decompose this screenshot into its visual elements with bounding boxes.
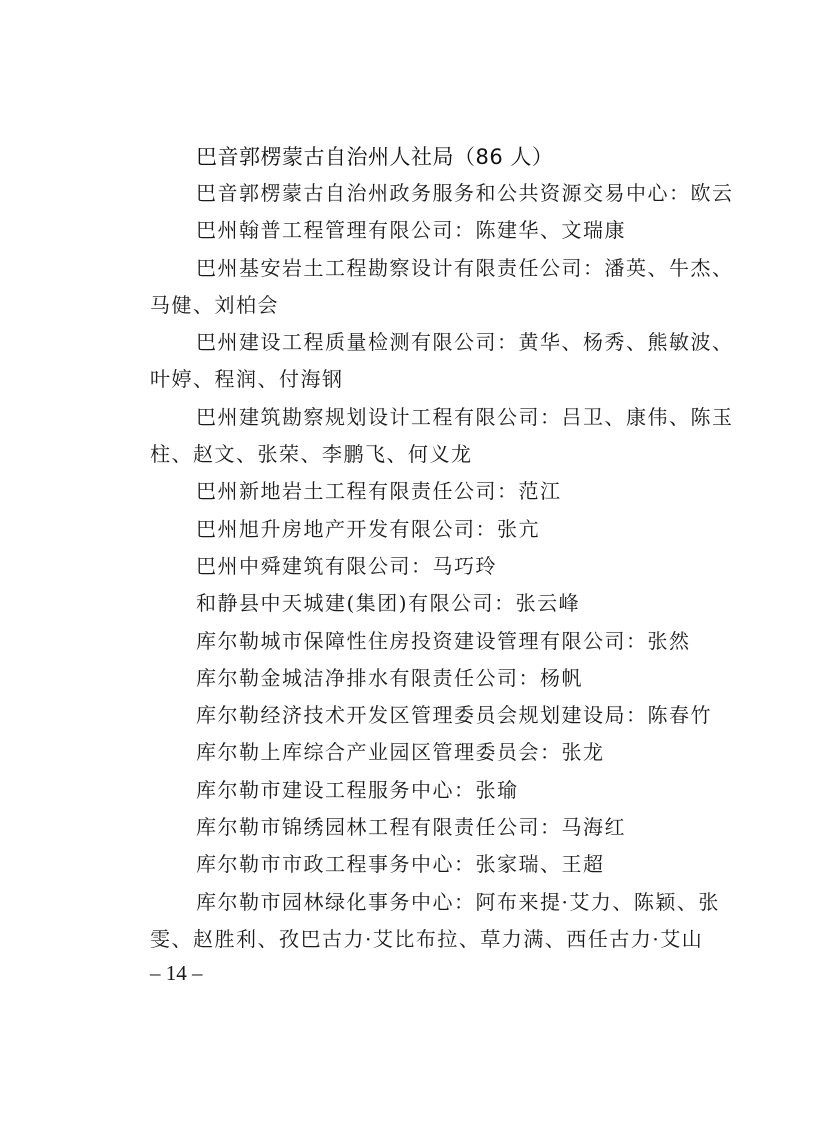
list-item: 和静县中天城建(集团)有限公司：张云峰 — [196, 591, 581, 616]
list-item: 库尔勒上库综合产业园区管理委员会：张龙 — [196, 740, 605, 765]
list-item: 库尔勒市园林绿化事务中心：阿布来提·艾力、陈颖、张雯、赵胜利、孜巴古力·艾比布拉、草力满、西任古力·艾山 — [150, 889, 720, 951]
list-item: 巴州旭升房地产开发有限公司：张亢 — [196, 516, 540, 541]
list-item: 巴州建筑勘察规划设计工程有限公司：吕卫、康伟、陈玉柱、赵文、张荣、李鹏飞、何义龙 — [150, 404, 734, 467]
list-item: 巴州建设工程质量检测有限公司：黄华、杨秀、熊敏波、叶婷、程润、付海钢 — [150, 330, 734, 392]
page-number: – 14 – — [150, 961, 203, 985]
list-item: 巴州新地岩土工程有限责任公司：范江 — [196, 479, 562, 504]
list-item: 库尔勒市锦绣园林工程有限责任公司：马海红 — [196, 815, 626, 840]
list-item: 库尔勒金城洁净排水有限责任公司：杨帆 — [196, 665, 583, 690]
list-item: 库尔勒市市政工程事务中心：张家瑞、王超 — [196, 852, 605, 877]
list-item: 库尔勒城市保障性住房投资建设管理有限公司：张然 — [196, 628, 691, 653]
list-item: 巴音郭楞蒙古自治州政务服务和公共资源交易中心：欧云 — [196, 181, 734, 205]
list-item: 巴州翰普工程管理有限公司：陈建华、文瑞康 — [196, 218, 626, 243]
list-item: 巴州基安岩土工程勘察设计有限责任公司：潘英、牛杰、马健、刘柏会 — [150, 255, 734, 317]
list-item: 巴州中舜建筑有限公司：马巧玲 — [196, 553, 497, 578]
section-heading: 巴音郭楞蒙古自治州人社局（86 人） — [196, 145, 554, 169]
list-item: 库尔勒经济技术开发区管理委员会规划建设局：陈春竹 — [196, 703, 712, 728]
entry-list — [150, 175, 750, 958]
list-item: 库尔勒市建设工程服务中心：张瑜 — [196, 777, 519, 802]
